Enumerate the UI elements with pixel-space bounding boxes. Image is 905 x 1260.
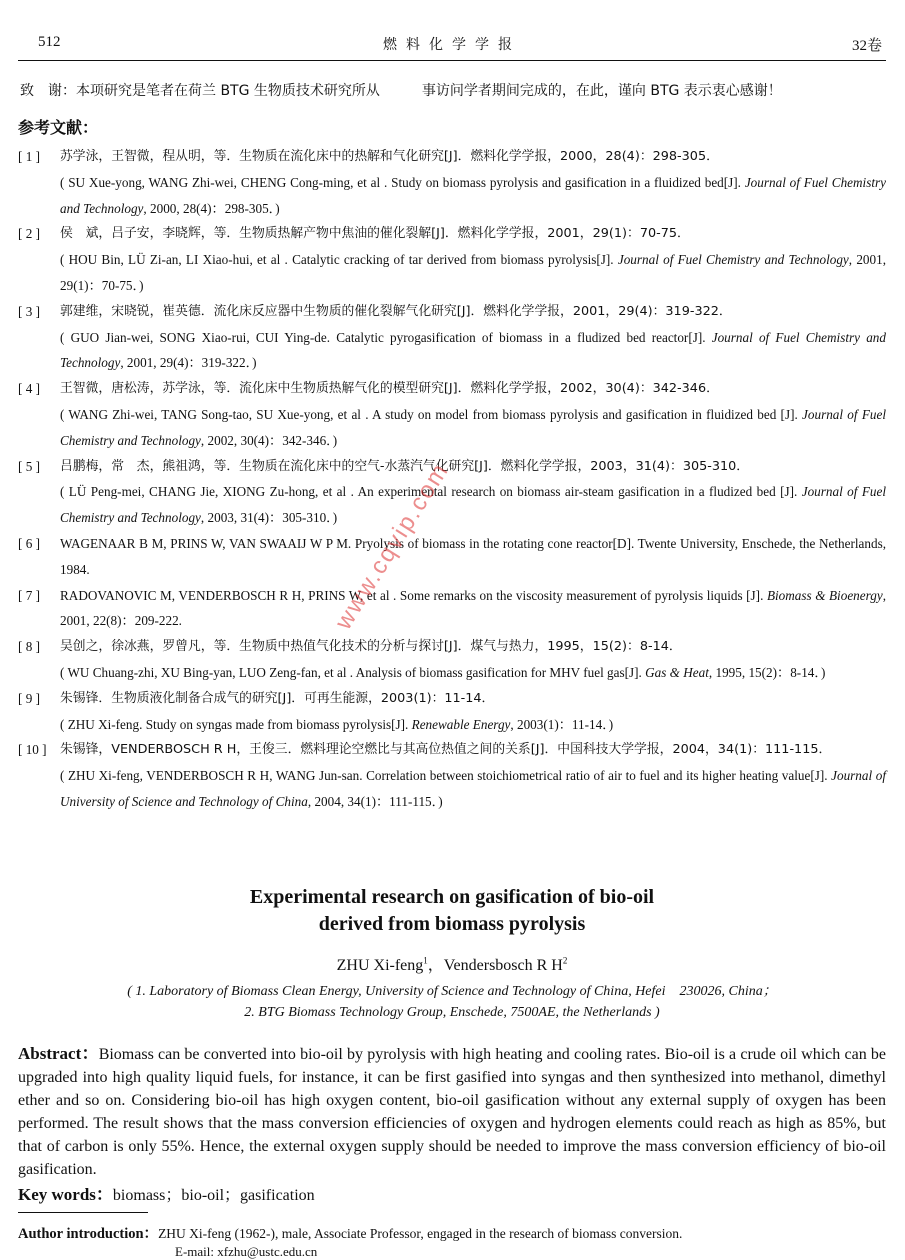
reference-citation-details: , 2001, 29(4)：319-322．) [120, 355, 257, 371]
reference-citation-details: , 1995, 15(2)：8-14．) [708, 664, 826, 680]
reference-citation-details: , 2004, 34(1)：111-115．) [307, 793, 443, 809]
reference-english-text: ( GUO Jian-wei, SONG Xiao-rui, CUI Ying-de. Catalytic pyrogasification of biomass in a fludized bed reactor[J]. [60, 329, 712, 345]
volume-label: 32卷 [851, 38, 882, 54]
reference-english [60, 712, 886, 738]
reference-english-text: ( WU Chuang-zhi, XU Bing-yan, LUO Zeng-fan, et al . Analysis of biomass gasification for MHV fuel gas[J]. [60, 664, 646, 680]
reference-item [18, 376, 886, 453]
reference-number: [ 2 ] [18, 226, 40, 242]
reference-citation-details: , 2001, 29(1)：70-75．) [60, 252, 887, 293]
reference-citation-details: , 2003, 31(4)：305-310．) [200, 510, 338, 526]
reference-item [18, 737, 886, 814]
reference-number: [ 1 ] [18, 149, 40, 164]
keywords-text: biomass；bio-oil；gasification [112, 1187, 315, 1204]
author-2: ，Vendersbosch R H [427, 957, 563, 974]
reference-chinese: 王智微，唐松涛，苏学泳，等．流化床中生物质热解气化的模型研究[J]．燃料化学学报，2002，30(4)：342-346． [60, 381, 719, 397]
reference-number: [ 6 ] [18, 535, 40, 551]
reference-item [18, 299, 886, 376]
author-1-sup: 1 [423, 955, 428, 966]
journal-title: 燃料化学学报 [383, 37, 521, 53]
reference-item [18, 686, 886, 738]
reference-journal-name: Gas & Heat [645, 664, 709, 680]
reference-item [18, 634, 886, 686]
reference-item [18, 531, 886, 583]
reference-journal-name: Journal of Fuel Chemistry and Technology [60, 329, 886, 371]
watermark: www.cqvip.com [330, 457, 455, 635]
acknowledgement: 致 谢：本项研究是笔者在荷兰 BTG 生物质技术研究所从 事访问学者期间完成的，在此，谨向 BTG 表示衷心感谢！ [20, 83, 782, 99]
reference-english [60, 660, 886, 686]
reference-number: [ 8 ] [18, 639, 40, 655]
header-rule [18, 60, 886, 61]
reference-chinese: 郭建维，宋晓锐，崔英德．流化床反应器中生物质的催化裂解气化研究[J]．燃料化学学报，2001，29(4)：319-322． [60, 303, 732, 319]
reference-item [18, 583, 886, 635]
author-email: E-mail: xfzhu@ustc.edu.cn [175, 1244, 318, 1259]
reference-chinese: 苏学泳，王智微，程从明，等．生物质在流化床中的热解和气化研究[J]．燃料化学学报，2000，28(4)：298-305． [60, 149, 719, 164]
reference-item [18, 454, 886, 531]
reference-journal-name: Journal of Fuel Chemistry and Technology [60, 174, 886, 216]
author-line [18, 952, 886, 975]
author-intro-label: Author introduction： [18, 1226, 159, 1242]
reference-english-text: ( ZHU Xi-feng, VENDERBOSCH R H, WANG Jun-san. Correlation between stoichiometrical ratio of air to fuel and its higher heating value[J]. [60, 768, 832, 784]
reference-english [60, 583, 886, 635]
reference-number: [ 9 ] [18, 690, 40, 706]
title-line-1: Experimental research on gasification of bio-oil [249, 886, 655, 908]
author-introduction [18, 1222, 886, 1243]
reference-journal-name: Biomass & Bioenergy [766, 587, 883, 603]
author-intro-text: ZHU Xi-feng (1962-), male, Associate Professor, engaged in the research of biomass conversion. [158, 1226, 683, 1241]
reference-chinese: 朱锡锋，VENDERBOSCH R H，王俊三．燃料理论空燃比与其高位热值之间的关系[J]．中国科技大学学报，2004，34(1)：111-115． [60, 742, 832, 758]
reference-item [18, 221, 886, 298]
author-1: ZHU Xi-feng [336, 957, 424, 974]
keywords [18, 1180, 886, 1205]
reference-english-text: ( ZHU Xi-feng. Study on syngas made from biomass pyrolysis[J]. [60, 716, 412, 732]
abstract-label: Abstract： [18, 1044, 99, 1063]
reference-english-text: WAGENAAR B M, PRINS W, VAN SWAAIJ W P M. Pryolysis of biomass in the rotating cone reactor[D]. Twente University, Enschede, the Netherlands, 1984. [60, 535, 886, 577]
reference-journal-name: Renewable Energy [411, 716, 511, 732]
author-2-sup: 2 [562, 955, 568, 966]
reference-english [60, 402, 886, 454]
reference-english-text: ( HOU Bin, LÜ Zi-an, LI Xiao-hui, et al . Catalytic cracking of tar derived from biomass pyrolysis[J]. [60, 252, 618, 268]
references-heading: 参考文献： [18, 118, 99, 137]
reference-number: [ 3 ] [18, 303, 40, 319]
reference-citation-details: , 2002, 30(4)：342-346．) [200, 432, 338, 448]
reference-item [18, 144, 886, 221]
reference-number: [ 10 ] [18, 742, 47, 758]
page-header [18, 34, 886, 56]
reference-number: [ 7 ] [18, 587, 40, 603]
article-title [18, 884, 886, 938]
reference-english [60, 170, 886, 222]
reference-journal-name: Journal of University of Science and Technology of China [60, 768, 886, 809]
abstract-text: Biomass can be converted into bio-oil by pyrolysis with high heating and cooling rates. Bio-oil is a crude oil which can be upgraded into high quality liquid fuels, for instance, it can be first gasified into syngas and then synthesized into methanol, dimethyl ether and so on. Considering bio-oil has high oxygen content, bio-oil gasification without any external supply of oxygen has been performed. The result shows that the mass conversion efficiencies of oxygen and hydrogen elements could reach as high as 85%, but that of carbon is only 55%. Hence, the external oxygen supply should be needed to improve the mass conversion efficiency of bio-oil gasification. [18, 1046, 886, 1178]
footnote-rule [18, 1212, 148, 1213]
abstract [18, 1042, 886, 1181]
reference-citation-details: , 2001, 22(8)：209-222. [60, 587, 887, 629]
reference-chinese: 吴创之，徐冰燕，罗曾凡，等．生物质中热值气化技术的分析与探讨[J]．煤气与热力，1995，15(2)：8-14． [60, 639, 682, 655]
reference-english-text: RADOVANOVIC M, VENDERBOSCH R H, PRINS W, et al . Some remarks on the viscosity measurement of pyrolysis liquids [J]. [60, 587, 767, 603]
reference-english [60, 763, 886, 815]
reference-english-text: ( LÜ Peng-mei, CHANG Jie, XIONG Zu-hong, et al . An experimental research on biomass air-steam gasification in a fludized bed [J]. [60, 484, 802, 500]
reference-journal-name: Journal of Fuel Chemistry and Technology [60, 406, 886, 448]
affiliation-1: ( 1. Laboratory of Biomass Clean Energy, University of Science and Technology of China, Hefei 230026, China； [127, 984, 777, 999]
keywords-label: Key words： [18, 1185, 113, 1204]
reference-english [60, 325, 886, 377]
reference-number: [ 4 ] [18, 381, 40, 397]
page-number: 512 [38, 34, 61, 50]
reference-citation-details: , 2003(1)：11-14．) [510, 716, 614, 732]
affiliation-2: 2. BTG Biomass Technology Group, Enschede, 7500AE, the Netherlands ) [244, 1005, 660, 1020]
reference-citation-details: , 2000, 28(4)：298-305．) [143, 200, 280, 216]
reference-journal-name: Journal of Fuel Chemistry and Technology [60, 484, 886, 526]
reference-number: [ 5 ] [18, 458, 40, 474]
reference-english-text: ( SU Xue-yong, WANG Zhi-wei, CHENG Cong-ming, et al . Study on biomass pyrolysis and gasification in a fluidized bed[J]. [60, 174, 745, 190]
reference-english [60, 531, 886, 583]
reference-chinese: 侯 斌，吕子安，李晓辉，等．生物质热解产物中焦油的催化裂解[J]．燃料化学学报，2001，29(1)：70-75． [60, 226, 690, 242]
title-line-2: derived from biomass pyrolysis [318, 913, 586, 935]
reference-list [18, 144, 886, 815]
reference-journal-name: Journal of Fuel Chemistry and Technology [617, 252, 849, 268]
reference-english-text: ( WANG Zhi-wei, TANG Song-tao, SU Xue-yong, et al . A study on model from biomass pyrolysis and gasification in fluidized bed [J]. [60, 406, 803, 422]
reference-english [60, 247, 886, 299]
paper-page [18, 0, 887, 1259]
reference-english [60, 479, 886, 531]
reference-chinese: 吕鹏梅，常 杰，熊祖鸿，等．生物质在流化床中的空气-水蒸汽气化研究[J]．燃料化学学报，2003，31(4)：305-310． [60, 458, 750, 474]
reference-chinese: 朱锡锋．生物质液化制备合成气的研究[J]．可再生能源，2003(1)：11-14． [60, 690, 495, 706]
